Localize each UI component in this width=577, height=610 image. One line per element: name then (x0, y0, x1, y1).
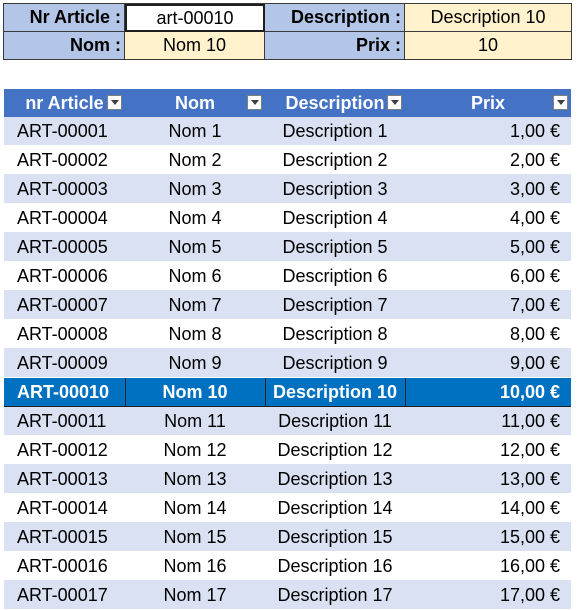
table-row[interactable] (4, 436, 571, 465)
cell-nom[interactable]: Nom 11 (125, 407, 265, 436)
cell-nr-article[interactable]: ART-00013 (4, 465, 125, 494)
cell-prix[interactable]: 7,00 € (405, 291, 571, 320)
cell-prix[interactable]: 15,00 € (405, 523, 571, 552)
cell-prix[interactable]: 9,00 € (405, 349, 571, 378)
column-header-label: nr Article (25, 92, 104, 113)
cell-prix[interactable]: 10,00 € (405, 378, 571, 407)
cell-prix[interactable]: 1,00 € (405, 117, 571, 146)
cell-nr-article[interactable]: ART-00009 (4, 349, 125, 378)
cell-description[interactable]: Description 17 (265, 581, 405, 610)
nr-article-label: Nr Article : (4, 4, 125, 32)
table-row[interactable] (4, 494, 571, 523)
cell-nom[interactable]: Nom 16 (125, 552, 265, 581)
cell-prix[interactable]: 13,00 € (405, 465, 571, 494)
cell-nom[interactable]: Nom 4 (125, 204, 265, 233)
cell-prix[interactable]: 3,00 € (405, 175, 571, 204)
cell-description[interactable]: Description 4 (265, 204, 405, 233)
cell-description[interactable]: Description 8 (265, 320, 405, 349)
column-header-label: Description (285, 92, 385, 113)
cell-nr-article[interactable]: ART-00012 (4, 436, 125, 465)
column-header-prix[interactable] (405, 89, 571, 117)
cell-nom[interactable]: Nom 14 (125, 494, 265, 523)
cell-nom[interactable]: Nom 7 (125, 291, 265, 320)
cell-description[interactable]: Description 16 (265, 552, 405, 581)
cell-nr-article[interactable]: ART-00001 (4, 117, 125, 146)
articles-table (4, 89, 571, 610)
nom-label: Nom : (4, 32, 125, 60)
cell-nom[interactable]: Nom 9 (125, 349, 265, 378)
table-row[interactable] (4, 204, 571, 233)
cell-description[interactable]: Description 9 (265, 349, 405, 378)
description-label: Description : (265, 4, 405, 32)
filter-dropdown-icon[interactable] (107, 95, 122, 110)
cell-nom[interactable]: Nom 10 (125, 378, 265, 407)
cell-nom[interactable]: Nom 17 (125, 581, 265, 610)
column-header-label: Nom (175, 92, 215, 113)
column-header-description[interactable] (265, 89, 405, 117)
table-row[interactable] (4, 320, 571, 349)
cell-nr-article[interactable]: ART-00016 (4, 552, 125, 581)
cell-nom[interactable]: Nom 6 (125, 262, 265, 291)
table-row[interactable] (4, 175, 571, 204)
cell-nom[interactable]: Nom 15 (125, 523, 265, 552)
cell-prix[interactable]: 16,00 € (405, 552, 571, 581)
cell-nom[interactable]: Nom 12 (125, 436, 265, 465)
cell-nr-article[interactable]: ART-00011 (4, 407, 125, 436)
cell-prix[interactable]: 8,00 € (405, 320, 571, 349)
cell-prix[interactable]: 6,00 € (405, 262, 571, 291)
nr-article-input[interactable]: art-00010 (125, 4, 265, 32)
cell-description[interactable]: Description 10 (265, 378, 405, 407)
table-row[interactable] (4, 581, 571, 610)
filter-dropdown-icon[interactable] (247, 95, 262, 110)
cell-description[interactable]: Description 3 (265, 175, 405, 204)
table-row[interactable] (4, 407, 571, 436)
cell-nom[interactable]: Nom 8 (125, 320, 265, 349)
cell-nr-article[interactable]: ART-00005 (4, 233, 125, 262)
table-row[interactable] (4, 349, 571, 378)
prix-output[interactable]: 10 (405, 32, 572, 60)
cell-prix[interactable]: 17,00 € (405, 581, 571, 610)
table-row[interactable] (4, 233, 571, 262)
cell-description[interactable]: Description 15 (265, 523, 405, 552)
nom-output[interactable]: Nom 10 (125, 32, 265, 60)
cell-nr-article[interactable]: ART-00006 (4, 262, 125, 291)
cell-prix[interactable]: 12,00 € (405, 436, 571, 465)
cell-nr-article[interactable]: ART-00010 (4, 378, 125, 407)
cell-nr-article[interactable]: ART-00004 (4, 204, 125, 233)
cell-nr-article[interactable]: ART-00008 (4, 320, 125, 349)
column-header-nr-article[interactable] (4, 89, 125, 117)
cell-nom[interactable]: Nom 5 (125, 233, 265, 262)
column-header-nom[interactable] (125, 89, 265, 117)
cell-description[interactable]: Description 7 (265, 291, 405, 320)
filter-dropdown-icon[interactable] (387, 95, 402, 110)
cell-nr-article[interactable]: ART-00002 (4, 146, 125, 175)
cell-prix[interactable]: 11,00 € (405, 407, 571, 436)
column-header-label: Prix (470, 92, 506, 113)
cell-prix[interactable]: 14,00 € (405, 494, 571, 523)
table-row[interactable] (4, 117, 571, 146)
cell-nr-article[interactable]: ART-00007 (4, 291, 125, 320)
cell-prix[interactable]: 2,00 € (405, 146, 571, 175)
cell-nr-article[interactable]: ART-00003 (4, 175, 125, 204)
cell-description[interactable]: Description 11 (265, 407, 405, 436)
cell-description[interactable]: Description 6 (265, 262, 405, 291)
cell-description[interactable]: Description 5 (265, 233, 405, 262)
table-row[interactable] (4, 465, 571, 494)
filter-dropdown-icon[interactable] (553, 95, 568, 110)
cell-description[interactable]: Description 2 (265, 146, 405, 175)
cell-prix[interactable]: 5,00 € (405, 233, 571, 262)
cell-description[interactable]: Description 1 (265, 117, 405, 146)
table-row[interactable] (4, 378, 571, 407)
table-row[interactable] (4, 146, 571, 175)
cell-nr-article[interactable]: ART-00014 (4, 494, 125, 523)
cell-description[interactable]: Description 13 (265, 465, 405, 494)
article-lookup-form (3, 3, 572, 60)
cell-nr-article[interactable]: ART-00017 (4, 581, 125, 610)
table-body (4, 117, 571, 610)
table-row[interactable] (4, 552, 571, 581)
cell-description[interactable]: Description 12 (265, 436, 405, 465)
cell-nr-article[interactable]: ART-00015 (4, 523, 125, 552)
cell-nom[interactable]: Nom 2 (125, 146, 265, 175)
description-output[interactable]: Description 10 (405, 4, 572, 32)
cell-nom[interactable]: Nom 1 (125, 117, 265, 146)
cell-nom[interactable]: Nom 13 (125, 465, 265, 494)
cell-description[interactable]: Description 14 (265, 494, 405, 523)
table-header-row (4, 89, 571, 117)
table-row[interactable] (4, 523, 571, 552)
cell-nom[interactable]: Nom 3 (125, 175, 265, 204)
prix-label: Prix : (265, 32, 405, 60)
table-row[interactable] (4, 291, 571, 320)
table-row[interactable] (4, 262, 571, 291)
cell-prix[interactable]: 4,00 € (405, 204, 571, 233)
